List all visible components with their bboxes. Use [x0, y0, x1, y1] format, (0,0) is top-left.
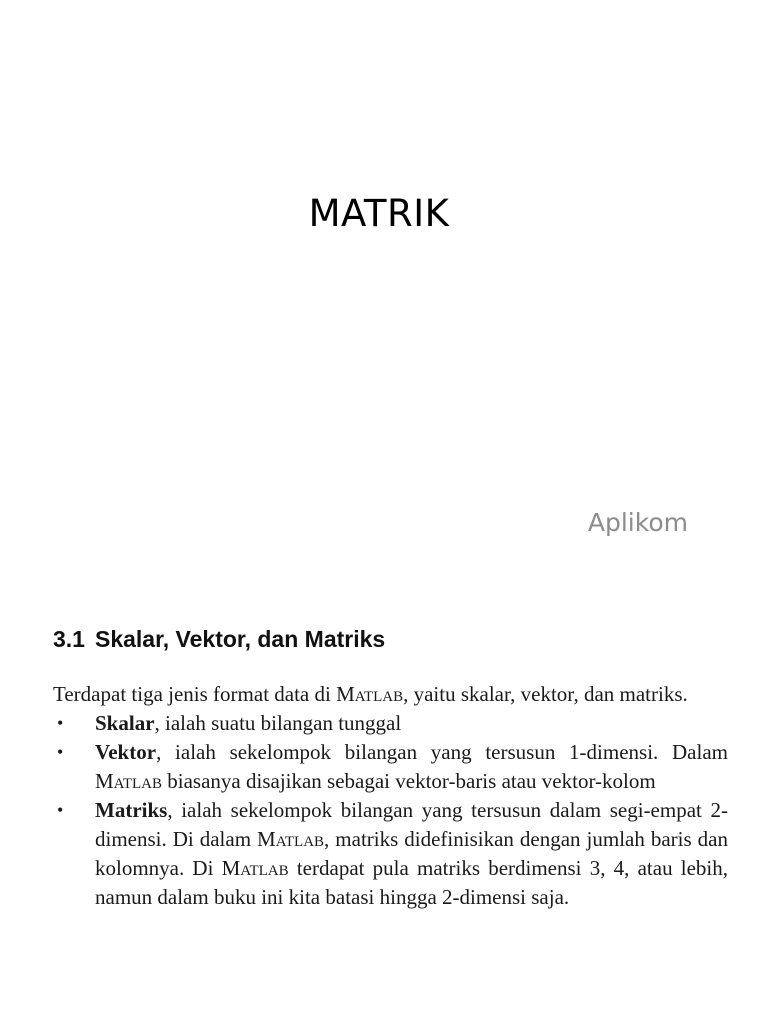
intro-text-end: , yaitu skalar, vektor, dan matriks. [403, 682, 688, 706]
bullet-icon: • [57, 742, 64, 762]
definition-matriks-b: , matriks didefinisikan dengan jumlah baris dan kolomnya. Di [95, 827, 728, 880]
definition-matriks-c: terdapat pula matriks berdimensi 3, 4, atau lebih, namun dalam buku ini kita batasi hingga 2-dimensi saja. [95, 856, 729, 909]
list-item-skalar [53, 709, 728, 738]
definition-vektor-a: , ialah sekelompok bilangan yang tersusun 1-dimensi. Dalam [156, 740, 728, 764]
intro-text-start: Terdapat tiga jenis format data di [53, 682, 337, 706]
term-matriks: Matriks [95, 798, 168, 822]
definition-vektor-b: biasanya disajikan sebagai vektor-baris atau vektor-kolom [162, 769, 656, 793]
definition-matriks-a: , ialah sekelompok bilangan yang tersusun dalam segi-empat 2-dimensi. Di dalam [95, 798, 728, 851]
definition-skalar: , ialah suatu bilangan tunggal [154, 711, 402, 735]
bullet-icon: • [57, 713, 64, 733]
intro-paragraph [53, 680, 728, 709]
section-number: 3.1 [53, 626, 85, 652]
list-item-vektor [53, 738, 728, 796]
matlab-name: Matlab [257, 827, 325, 851]
section-title: Skalar, Vektor, dan Matriks [94, 626, 386, 652]
matlab-name: Matlab [336, 682, 404, 706]
bullet-icon: • [57, 800, 64, 820]
matlab-name: Matlab [221, 856, 289, 880]
section-heading [53, 624, 728, 654]
slide-title: MATRIK [308, 192, 450, 235]
scanned-textbook-excerpt [53, 624, 728, 912]
term-vektor: Vektor [95, 740, 157, 764]
term-skalar: Skalar [95, 711, 155, 735]
definition-list [53, 709, 728, 912]
list-item-matriks [53, 796, 728, 912]
matlab-name: Matlab [95, 769, 163, 793]
slide-subtitle: Aplikom [587, 508, 688, 537]
